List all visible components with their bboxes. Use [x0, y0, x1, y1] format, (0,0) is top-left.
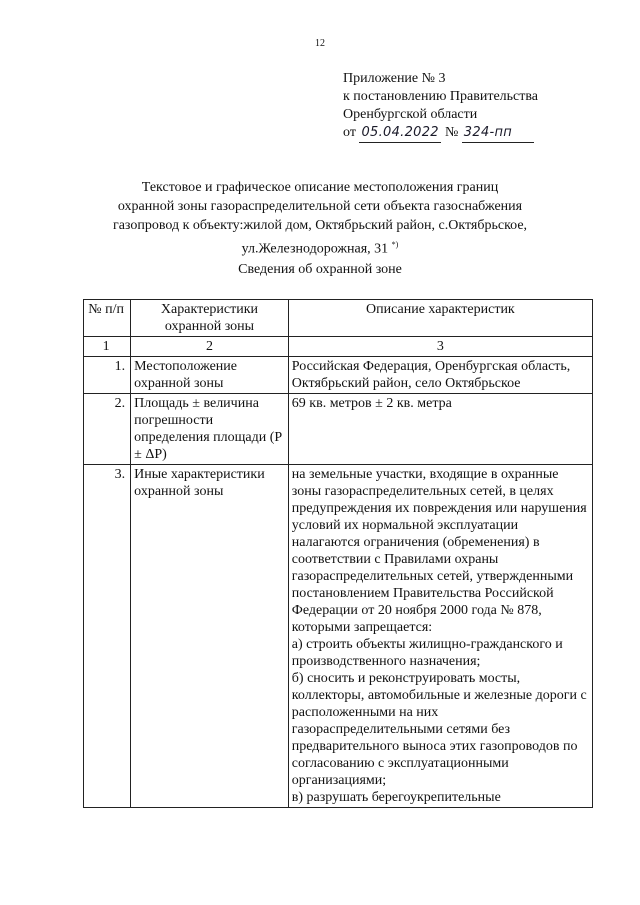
table-row: [84, 394, 593, 465]
row-characteristic: Площадь ± величина погрешности определения площади (P ± ΔP): [131, 394, 289, 465]
appendix-block: [343, 70, 538, 143]
date-prefix: от: [343, 125, 356, 140]
section-subtitle: Сведения об охранной зоне: [238, 262, 402, 277]
footnote-mark: *): [391, 240, 399, 249]
appendix-date-line: [343, 124, 538, 143]
appendix-line: Оренбургской области: [343, 107, 478, 122]
table-header-row: [84, 300, 593, 337]
column-number: 3: [288, 337, 592, 357]
header-description: Описание характеристик: [288, 300, 592, 337]
description-paragraph: на земельные участки, входящие в охранные зоны газораспределительных сетей, в целях предупреждения их повреждения или нарушения условий их нормальной эксплуатации налагаются ограничения (обременения) в соответствии с Правилами охраны газораспределительных сетей, утвержденными постановлением Правительства Российской Федерации от 20 ноября 2000 года № 878, которыми запрещается:: [291, 467, 587, 635]
title-line: газопровод к объекту:жилой дом, Октябрьский район, с.Октябрьское,: [112, 218, 528, 233]
title-line: охранной зоны газораспределительной сети объекта газоснабжения: [117, 199, 523, 214]
appendix-line: к постановлению Правительства: [343, 89, 539, 104]
number-prefix: №: [444, 125, 459, 140]
header-characteristic: Характеристики охранной зоны: [131, 300, 289, 337]
description-item: б) сносить и реконструировать мосты, коллекторы, автомобильные и железные дороги с расположенными на них газораспределительными сетями без предварительного выноса этих газопроводов по согласованию с эксплуатационными организациями;: [291, 671, 587, 788]
handwritten-number: 324-пп: [462, 124, 534, 143]
row-characteristic: Местоположение охранной зоны: [131, 357, 289, 394]
document-title: [100, 178, 540, 259]
description-item: в) разрушать берегоукрепительные: [291, 790, 501, 805]
page-number: 12: [315, 38, 325, 49]
title-line: Текстовое и графическое описание местоположения границ: [141, 180, 499, 195]
row-description: Российская Федерация, Оренбургская область, Октябрьский район, село Октябрьское: [288, 357, 592, 394]
row-description: 69 кв. метров ± 2 кв. метра: [288, 394, 592, 465]
table-row: [84, 465, 593, 808]
title-line: [100, 235, 540, 259]
column-number: 1: [84, 337, 131, 357]
column-number: 2: [131, 337, 289, 357]
appendix-line: Приложение № 3: [343, 71, 446, 86]
row-number: 3.: [84, 465, 131, 808]
handwritten-date: 05.04.2022: [359, 124, 441, 143]
description-item: а) строить объекты жилищно-гражданского и производственного назначения;: [291, 637, 563, 669]
title-line-text: ул.Железнодорожная, 31: [241, 241, 389, 257]
row-characteristic: Иные характеристики охранной зоны: [131, 465, 289, 808]
row-number: 2.: [84, 394, 131, 465]
column-number-row: [84, 337, 593, 357]
header-number: № п/п: [84, 300, 131, 337]
table-row: [84, 357, 593, 394]
zone-table: [83, 299, 593, 808]
row-number: 1.: [84, 357, 131, 394]
row-description: [288, 465, 592, 808]
